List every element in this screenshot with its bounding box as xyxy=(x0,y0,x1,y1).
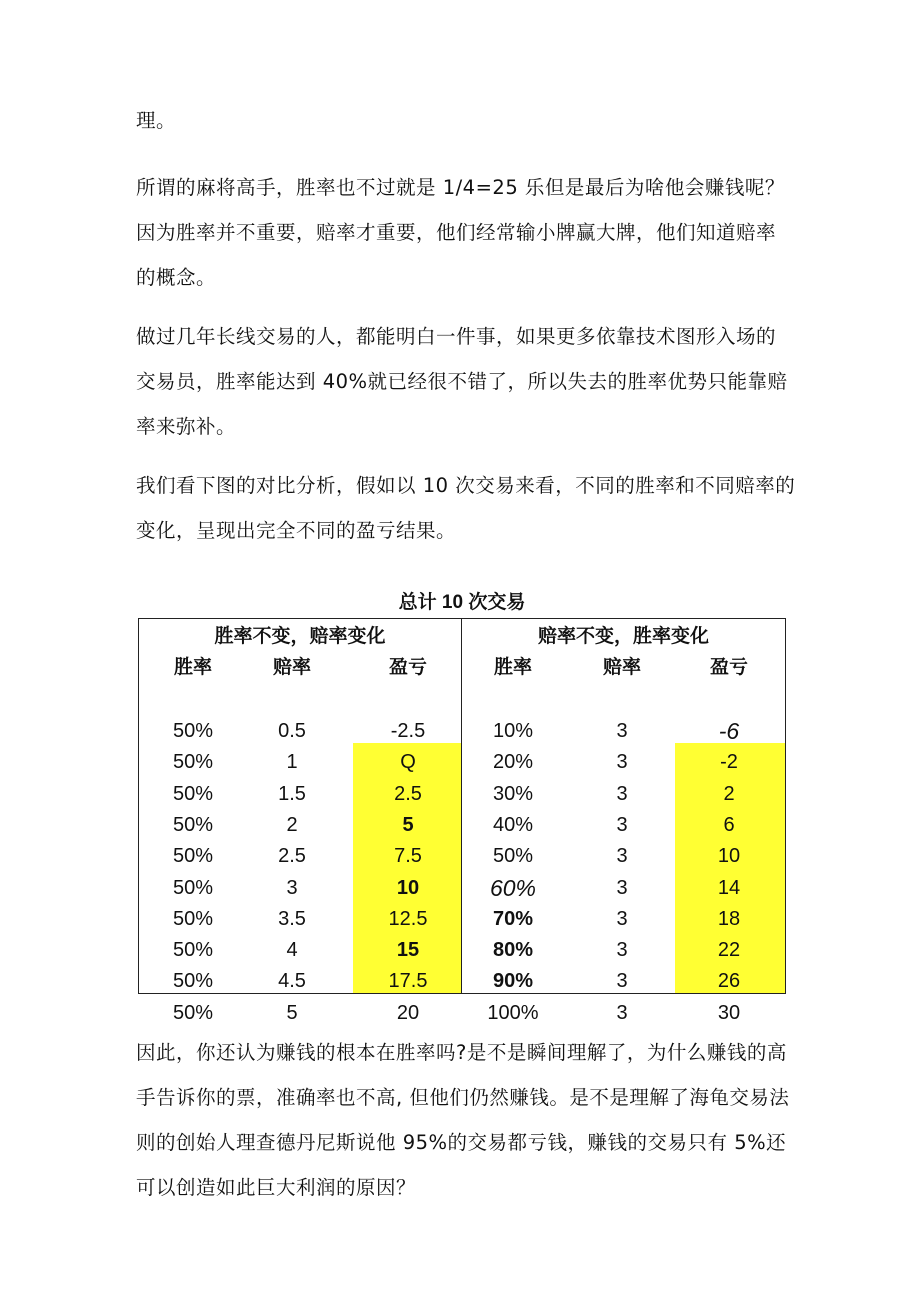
right-odds-cell: 3 xyxy=(616,970,628,993)
header-odds: 赔率 xyxy=(272,657,311,678)
right-odds-cell: 3 xyxy=(616,720,628,742)
right-pnl-cell: 2 xyxy=(723,782,735,805)
right-pnl-cell: 30 xyxy=(717,1001,741,1024)
left-odds-cell: 1.5 xyxy=(278,782,306,805)
table-title: 总计 10 次交易 xyxy=(398,592,526,613)
left-pnl-cell: Q xyxy=(400,751,416,774)
right-odds-cell: 3 xyxy=(616,876,628,899)
right-win-rate-cell: 60% xyxy=(489,874,537,901)
right-pnl-cell: 26 xyxy=(717,970,741,993)
text-line: 因此，你还认为赚钱的根本在胜率吗?是不是瞬间理解了，为什么赚钱的高 xyxy=(136,1041,787,1064)
left-win-rate-cell: 50% xyxy=(172,845,214,868)
left-pnl-cell: 7.5 xyxy=(394,845,422,868)
text-line: 则的创始人理查德丹尼斯说他 95%的交易都亏钱，赚钱的交易只有 5%还 xyxy=(136,1131,787,1154)
right-pnl-cell: 6 xyxy=(723,813,735,836)
left-win-rate-cell: 50% xyxy=(172,751,214,774)
text-line: 可以创造如此巨大利润的原因？ xyxy=(136,1176,417,1199)
right-win-rate-cell: 10% xyxy=(492,720,534,742)
text-line: 手告诉你的票，准确率也不高, 但他们仍然赚钱。是不是理解了海龟交易法 xyxy=(136,1086,790,1109)
left-odds-cell: 3.5 xyxy=(278,907,306,930)
right-win-rate-cell: 30% xyxy=(492,782,534,805)
paragraph-2 xyxy=(136,165,796,300)
right-win-rate-cell: 100% xyxy=(487,1001,539,1024)
left-pnl-cell: -2.5 xyxy=(390,720,426,742)
paragraph-1 xyxy=(136,98,796,143)
header-pnl: 盈亏 xyxy=(388,657,427,678)
right-pnl-cell: 18 xyxy=(717,907,741,930)
paragraph-3 xyxy=(136,314,796,449)
text-line: 做过几年长线交易的人，都能明白一件事，如果更多依靠技术图形入场的 xyxy=(136,325,777,348)
text-line: 理。 xyxy=(136,109,177,132)
text-line: 交易员，胜率能达到 40%就已经很不错了，所以失去的胜率优势只能靠赔 xyxy=(136,370,788,393)
text-line: 因为胜率并不重要，赔率才重要，他们经常输小牌赢大牌，他们知道赔率 xyxy=(136,221,777,244)
header-win-rate: 胜率 xyxy=(493,657,532,678)
right-odds-cell: 3 xyxy=(616,845,628,868)
text-line: 我们看下图的对比分析，假如以 10 次交易来看，不同的胜率和不同赔率的 xyxy=(136,474,796,497)
left-odds-cell: 2.5 xyxy=(278,845,306,868)
left-pnl-cell: 10 xyxy=(396,876,420,899)
right-odds-cell: 3 xyxy=(616,782,628,805)
left-win-rate-cell: 50% xyxy=(172,876,214,899)
table-body xyxy=(138,618,786,1024)
left-win-rate-cell: 50% xyxy=(172,782,214,805)
left-win-rate-cell: 50% xyxy=(172,907,214,930)
right-win-rate-cell: 20% xyxy=(492,751,534,774)
right-group-title: 赔率不变，胜率变化 xyxy=(537,626,709,647)
left-odds-cell: 1 xyxy=(286,751,298,774)
right-odds-cell: 3 xyxy=(616,751,628,774)
text-line: 率来弥补。 xyxy=(136,415,237,438)
right-pnl-cell: -6 xyxy=(718,718,740,744)
left-pnl-cell: 12.5 xyxy=(388,907,428,930)
header-win-rate: 胜率 xyxy=(173,657,212,678)
left-odds-cell: 5 xyxy=(286,1001,298,1024)
left-win-rate-cell: 50% xyxy=(172,939,214,962)
left-win-rate-cell: 50% xyxy=(172,720,214,742)
column-divider xyxy=(461,619,462,993)
right-odds-cell: 3 xyxy=(616,813,628,836)
right-pnl-cell: 14 xyxy=(717,876,741,899)
right-odds-cell: 3 xyxy=(616,1001,628,1024)
right-odds-cell: 3 xyxy=(616,939,628,962)
left-odds-cell: 0.5 xyxy=(278,720,306,742)
right-win-rate-cell: 90% xyxy=(492,970,534,993)
left-win-rate-cell: 50% xyxy=(172,813,214,836)
left-odds-cell: 3 xyxy=(286,876,298,899)
left-odds-cell: 4.5 xyxy=(278,970,306,993)
comparison-table xyxy=(138,586,786,1024)
left-odds-cell: 4 xyxy=(286,939,298,962)
header-odds: 赔率 xyxy=(602,657,641,678)
right-pnl-cell: 10 xyxy=(717,845,741,868)
left-win-rate-cell: 50% xyxy=(172,1001,214,1024)
right-win-rate-cell: 70% xyxy=(492,907,534,930)
left-pnl-cell: 5 xyxy=(402,813,414,836)
text-line: 变化，呈现出完全不同的盈亏结果。 xyxy=(136,519,457,542)
left-pnl-cell: 20 xyxy=(396,1001,420,1024)
paragraph-4 xyxy=(136,463,796,553)
left-pnl-cell: 2.5 xyxy=(394,782,422,805)
text-line: 的概念。 xyxy=(136,266,217,289)
left-win-rate-cell: 50% xyxy=(172,970,214,993)
right-pnl-cell: -2 xyxy=(720,751,738,774)
header-pnl: 盈亏 xyxy=(709,657,748,678)
text-line: 所谓的麻将高手，胜率也不过就是 1/4=25 乐但是最后为啥他会赚钱呢？ xyxy=(136,176,785,199)
right-odds-cell: 3 xyxy=(616,907,628,930)
left-group-title: 胜率不变，赔率变化 xyxy=(214,626,386,647)
right-win-rate-cell: 50% xyxy=(492,845,534,868)
right-win-rate-cell: 80% xyxy=(492,939,534,962)
right-pnl-cell: 22 xyxy=(717,939,741,962)
right-win-rate-cell: 40% xyxy=(492,813,534,836)
left-pnl-cell: 17.5 xyxy=(388,970,428,993)
left-pnl-cell: 15 xyxy=(396,939,420,962)
paragraph-5 xyxy=(136,1030,796,1210)
left-odds-cell: 2 xyxy=(286,813,298,836)
